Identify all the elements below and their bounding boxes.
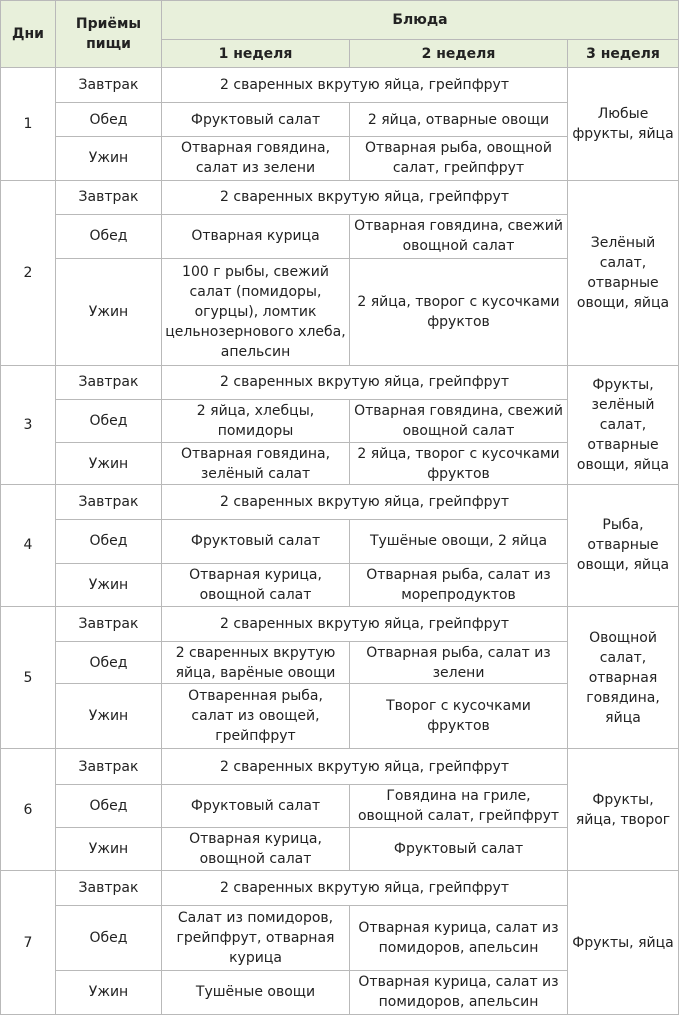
dinner-week2: Отварная курица, салат из помидоров, апельсин	[350, 970, 568, 1014]
dinner-week1: 100 г рыбы, свежий салат (помидоры, огурцы), ломтик цельнозернового хлеба, апельсин	[162, 258, 350, 365]
lunch-week2: Отварная курица, салат из помидоров, апельсин	[350, 906, 568, 970]
dinner-week2: Отварная рыба, овощной салат, грейпфрут	[350, 137, 568, 180]
meal-dinner: Ужин	[56, 684, 162, 749]
table-row	[1, 180, 679, 214]
dinner-week2: 2 яйца, творог с кусочками фруктов	[350, 442, 568, 484]
week3-dish: Любые фрукты, яйца	[568, 68, 679, 181]
week3-dish: Зелёный салат, отварные овощи, яйца	[568, 180, 679, 365]
lunch-week1: Отварная курица	[162, 214, 350, 258]
meal-dinner: Ужин	[56, 442, 162, 484]
meal-breakfast: Завтрак	[56, 68, 162, 103]
header-week1: 1 неделя	[162, 40, 350, 68]
meal-breakfast: Завтрак	[56, 365, 162, 399]
breakfast-dish: 2 сваренных вкрутую яйца, грейпфрут	[162, 365, 568, 399]
header-dishes: Блюда	[162, 1, 679, 40]
lunch-week1: 2 яйца, хлебцы, помидоры	[162, 399, 350, 442]
table-row	[1, 365, 679, 399]
dinner-week2: Творог с кусочками фруктов	[350, 684, 568, 749]
meal-lunch: Обед	[56, 103, 162, 137]
breakfast-dish: 2 сваренных вкрутую яйца, грейпфрут	[162, 749, 568, 784]
meal-lunch: Обед	[56, 214, 162, 258]
meal-breakfast: Завтрак	[56, 485, 162, 520]
table-row	[1, 68, 679, 103]
meal-lunch: Обед	[56, 520, 162, 563]
header-days: Дни	[1, 1, 56, 68]
header-week2: 2 неделя	[350, 40, 568, 68]
meal-lunch: Обед	[56, 906, 162, 970]
meal-breakfast: Завтрак	[56, 871, 162, 906]
meal-dinner: Ужин	[56, 827, 162, 870]
week3-dish: Фрукты, яйца, творог	[568, 749, 679, 871]
lunch-week1: Салат из помидоров, грейпфрут, отварная курица	[162, 906, 350, 970]
day-number: 3	[1, 365, 56, 485]
lunch-week1: Фруктовый салат	[162, 103, 350, 137]
week3-dish: Фрукты, яйца	[568, 871, 679, 1015]
header-week3: 3 неделя	[568, 40, 679, 68]
meal-breakfast: Завтрак	[56, 180, 162, 214]
table-row	[1, 871, 679, 906]
week3-dish: Овощной салат, отварная говядина, яйца	[568, 606, 679, 749]
meal-dinner: Ужин	[56, 970, 162, 1014]
dinner-week1: Отварная курица, овощной салат	[162, 827, 350, 870]
week3-dish: Рыба, отварные овощи, яйца	[568, 485, 679, 607]
breakfast-dish: 2 сваренных вкрутую яйца, грейпфрут	[162, 606, 568, 641]
dinner-week1: Отваренная рыба, салат из овощей, грейпфрут	[162, 684, 350, 749]
meal-lunch: Обед	[56, 641, 162, 683]
lunch-week2: Тушёные овощи, 2 яйца	[350, 520, 568, 563]
day-number: 5	[1, 606, 56, 749]
table-row	[1, 749, 679, 784]
breakfast-dish: 2 сваренных вкрутую яйца, грейпфрут	[162, 68, 568, 103]
dinner-week2: Отварная рыба, салат из морепродуктов	[350, 563, 568, 606]
day-number: 1	[1, 68, 56, 181]
breakfast-dish: 2 сваренных вкрутую яйца, грейпфрут	[162, 180, 568, 214]
dinner-week1: Тушёные овощи	[162, 970, 350, 1014]
table-row	[1, 606, 679, 641]
table-body	[1, 68, 679, 1015]
lunch-week2: Говядина на гриле, овощной салат, грейпфрут	[350, 784, 568, 827]
dinner-week1: Отварная курица, овощной салат	[162, 563, 350, 606]
lunch-week2: Отварная говядина, свежий овощной салат	[350, 214, 568, 258]
week3-dish: Фрукты, зелёный салат, отварные овощи, яйца	[568, 365, 679, 485]
meal-dinner: Ужин	[56, 137, 162, 180]
dinner-week2: 2 яйца, творог с кусочками фруктов	[350, 258, 568, 365]
meal-dinner: Ужин	[56, 258, 162, 365]
table-header	[1, 1, 679, 68]
dinner-week1: Отварная говядина, салат из зелени	[162, 137, 350, 180]
day-number: 2	[1, 180, 56, 365]
dinner-week2: Фруктовый салат	[350, 827, 568, 870]
breakfast-dish: 2 сваренных вкрутую яйца, грейпфрут	[162, 871, 568, 906]
lunch-week1: Фруктовый салат	[162, 784, 350, 827]
lunch-week2: Отварная рыба, салат из зелени	[350, 641, 568, 683]
day-number: 4	[1, 485, 56, 607]
dinner-week1: Отварная говядина, зелёный салат	[162, 442, 350, 484]
breakfast-dish: 2 сваренных вкрутую яйца, грейпфрут	[162, 485, 568, 520]
lunch-week1: Фруктовый салат	[162, 520, 350, 563]
meal-dinner: Ужин	[56, 563, 162, 606]
meal-breakfast: Завтрак	[56, 606, 162, 641]
lunch-week2: Отварная говядина, свежий овощной салат	[350, 399, 568, 442]
table-row	[1, 485, 679, 520]
meal-breakfast: Завтрак	[56, 749, 162, 784]
day-number: 7	[1, 871, 56, 1015]
lunch-week1: 2 сваренных вкрутую яйца, варёные овощи	[162, 641, 350, 683]
header-meals: Приёмы пищи	[56, 1, 162, 68]
day-number: 6	[1, 749, 56, 871]
meal-lunch: Обед	[56, 399, 162, 442]
lunch-week2: 2 яйца, отварные овощи	[350, 103, 568, 137]
meal-lunch: Обед	[56, 784, 162, 827]
